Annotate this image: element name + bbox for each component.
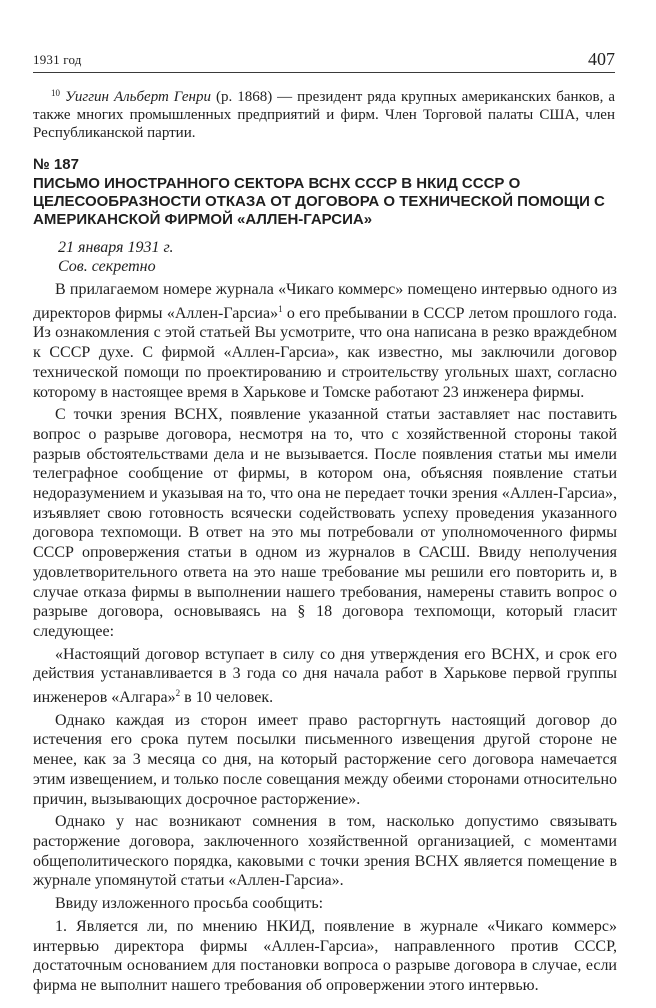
paragraph-1-text-a: В прилагаемом номере журнала «Чикаго коммерс» помещено интервью одного из директоров фирмы «Аллен-Гарсиа» — [33, 281, 617, 322]
paragraph-7: 1. Является ли, по мнению НКИД, появление в журнале «Чикаго коммерс» интервью директора фирмы «Аллен-Гарсиа», направленного против СССР, достаточным основанием для постановки вопроса о разрыве договора в случае, если фирма не выполнит нашего требования об опровержении этого интервью. — [33, 917, 617, 994]
running-head: 1931 год — [33, 52, 82, 67]
document-number: № 187 — [33, 156, 79, 173]
footnote-number: 10 — [51, 88, 60, 98]
paragraph-1 — [33, 280, 617, 402]
document-title: ПИСЬМО ИНОСТРАННОГО СЕКТОРА ВСНХ СССР В НКИД СССР О ЦЕЛЕСООБРАЗНОСТИ ОТКАЗА ОТ ДОГОВОРА О ТЕХНИЧЕСКОЙ ПОМОЩИ С АМЕРИКАНСКОЙ ФИРМОЙ «АЛЛЕН-ГАРСИА» — [33, 175, 605, 228]
paragraph-3-text-a: «Настоящий договор вступает в силу со дня утверждения его ВСНХ, и срок его действия устанавливается в 3 года со дня начала работ в Харькове первой группы инженеров «Алгара» — [33, 645, 617, 707]
paragraph-4: Однако каждая из сторон имеет право расторгнуть настоящий договор до истечения его срока путем посылки письменного извещения другой стороне не менее, как за 3 месяца со дня, на который расторжение сего договора намечается этим извещением, и только после совещания между обеими сторонами относительно причин, вызывающих досрочное расторжение». — [33, 711, 617, 808]
paragraph-5: Однако у нас возникают сомнения в том, насколько допустимо связывать расторжение договора, заключенного хозяйственной организацией, с моментами общеполитического порядка, каковыми с точки зрения ВСНХ является помещение в журнале упомянутой статьи «Аллен-Гарсиа». — [33, 813, 617, 890]
document-classification: Сов. секретно — [58, 258, 156, 275]
note-ref-2: 2 — [175, 688, 181, 699]
paragraph-1-text-b: о его пребывании в СССР летом прошлого года. Из ознакомления с этой статьей Вы усмотрите, что она написана в резко враждебном к СССР духе. С фирмой «Аллен-Гарсиа», как известно, мы заключили договор технической помощи по проектированию и строительству угольных шахт, согласно которому в настоящее время в Харькове и Томске работают 23 инженера фирмы. — [33, 304, 618, 401]
footnote-text: (р. 1868) — президент ряда крупных американских банков, а также многих промышленных предприятий и фирм. Член Торговой палаты США, член Республиканской партии. — [33, 89, 616, 141]
document-meta — [58, 238, 614, 276]
document-heading — [33, 156, 615, 229]
footnote — [33, 84, 615, 142]
paragraph-2: С точки зрения ВСНХ, появление указанной статьи заставляет нас поставить вопрос о разрыве договора, несмотря на то, что с хозяйственной стороны такой разрыв обстоятельствами дела и не вызывается. После появления статьи мы имели телеграфное сообщение от фирмы, в котором она, объясняя появление статьи недоразумением и указывая на то, что она не передает точки зрения «Аллен-Гарсиа», изъявляет свою готовность всячески содействовать успеху проведения указанного договора техпомощи. В ответ на это мы потребовали от уполномоченного фирмы СССР опровержения статьи в одном из журналов в САСШ. Ввиду неполучения удовлетворительного ответа на это наше требование мы решили его повторить и, в случае отказа фирмы в выполнении нашего требования, намерены ставить вопрос о разрыве договора, основываясь на § 18 договора техпомощи, который гласит следующее: — [33, 406, 617, 640]
paragraph-3-text-b: в 10 человек. — [180, 689, 274, 707]
paragraph-3-quote — [33, 645, 617, 708]
footnote-person-name: Уиггин Альберт Генри — [64, 89, 211, 105]
document-body — [33, 280, 617, 996]
page-number: 407 — [588, 49, 615, 69]
page-header — [33, 42, 615, 73]
document-date: 21 января 1931 г. — [58, 239, 174, 256]
paragraph-6: Ввиду изложенного просьба сообщить: — [55, 895, 324, 913]
note-ref-1: 1 — [278, 303, 283, 314]
